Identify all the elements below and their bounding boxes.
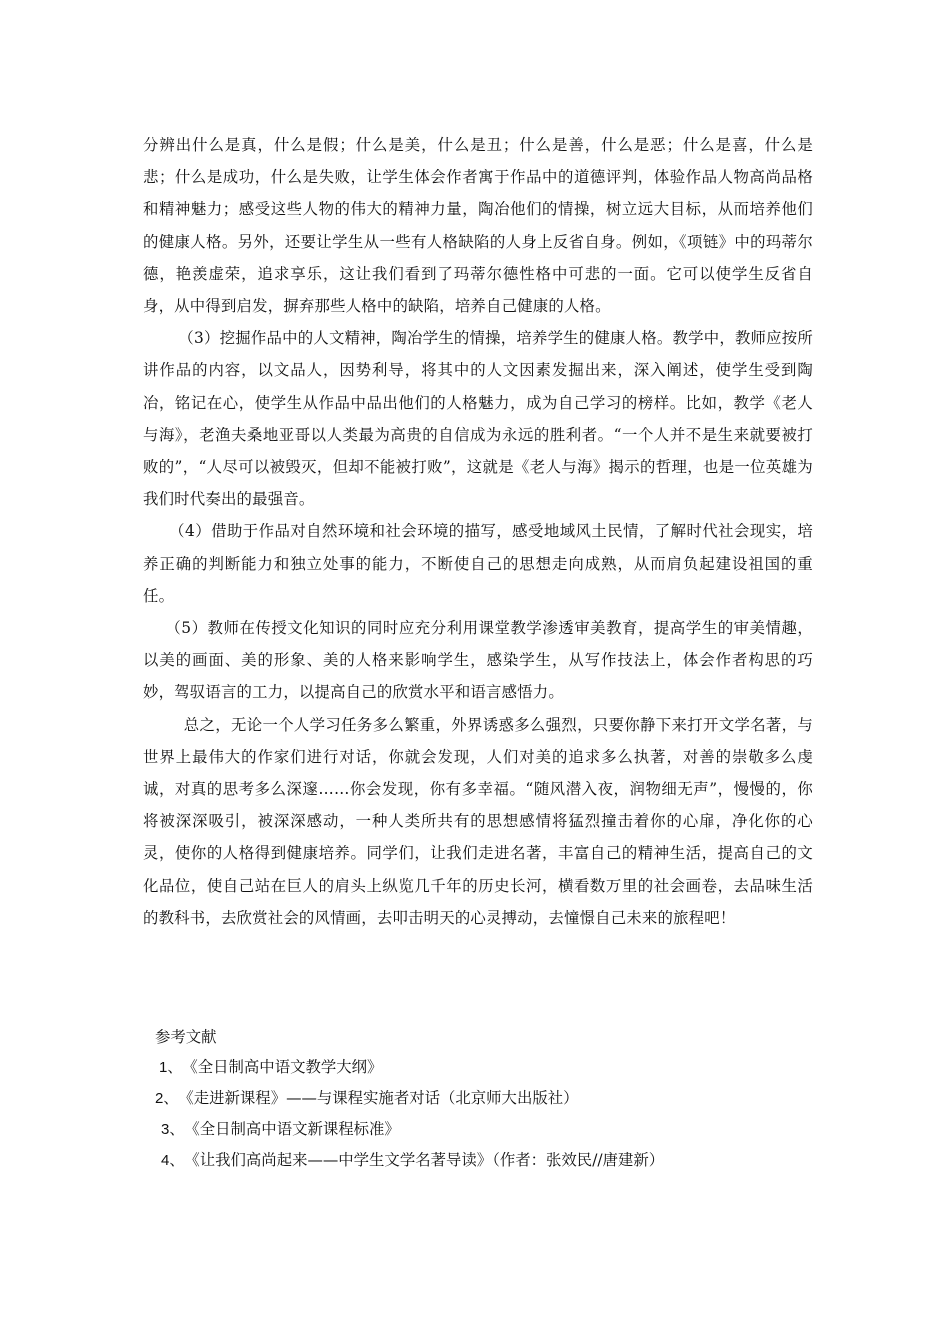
- reference-text: 《全日制高中语文新课程标准》: [184, 1120, 400, 1138]
- reference-item: [143, 1052, 843, 1083]
- reference-text: 《走进新课程》——与课程实施者对话（北京师大出版社）: [178, 1089, 579, 1107]
- paragraph-point-3: （3）挖掘作品中的人文精神，陶冶学生的情操，培养学生的健康人格。教学中，教师应按所讲作品的内容，以文品人，因势利导，将其中的人文因素发掘出来，深入阐述，使学生受到陶冶，铭记在心，使学生从作品中品出他们的人格魅力，成为自己学习的榜样。比如，教学《老人与海》，老渔夫桑地亚哥以人类最为高贵的自信成为永远的胜利者。“一个人并不是生来就要被打败的”，“人尽可以被毁灭，但却不能被打败”，这就是《老人与海》揭示的哲理，也是一位英雄为我们时代奏出的最强音。: [143, 329, 813, 509]
- reference-item: [143, 1083, 843, 1114]
- reference-number: 4、: [161, 1152, 185, 1169]
- reference-item: [143, 1145, 843, 1176]
- paragraph-point-5: （5）教师在传授文化知识的同时应充分利用课堂教学渗透审美教育，提高学生的审美情趣，以美的画面、美的形象、美的人格来影响学生，感染学生，从写作技法上，体会作者构思的巧妙，驾驭语言的工力，以提高自己的欣赏水平和语言感悟力。: [143, 619, 813, 702]
- paragraph-point-4: （4）借助于作品对自然环境和社会环境的描写，感受地域风土民情，了解时代社会现实，培养正确的判断能力和独立处事的能力，不断使自己的思想走向成熟，从而肩负起建设祖国的重任。: [143, 522, 813, 605]
- body-text: [143, 129, 813, 934]
- paragraph-conclusion: 总之，无论一个人学习任务多么繁重，外界诱惑多么强烈，只要你静下来打开文学名著，与世界上最伟大的作家们进行对话，你就会发现，人们对美的追求多么执著，对善的崇敬多么虔诚，对真的思考多么深邃……你会发现，你有多幸福。“随风潜入夜，润物细无声”，慢慢的，你将被深深吸引，被深深感动，一种人类所共有的思想感情将猛烈撞击着你的心扉，净化你的心灵，使你的人格得到健康培养。同学们，让我们走进名著，丰富自己的精神生活，提高自己的文化品位，使自己站在巨人的肩头上纵览几千年的历史长河，横看数万里的社会画卷，去品味生活的教科书，去欣赏社会的风情画，去叩击明天的心灵搏动，去憧憬自己未来的旅程吧！: [143, 715, 813, 927]
- reference-number: 2、: [155, 1090, 179, 1107]
- references-section: [143, 1022, 843, 1176]
- reference-text: 《让我们高尚起来——中学生文学名著导读》（作者：张效民//唐建新）: [184, 1151, 665, 1169]
- references-list: [143, 1052, 843, 1176]
- reference-number: 3、: [161, 1121, 185, 1138]
- reference-text: 《全日制高中语文教学大纲》: [182, 1058, 383, 1076]
- references-title: 参考文献: [155, 1028, 217, 1046]
- reference-item: [143, 1114, 843, 1145]
- paragraph-continuation: 分辨出什么是真，什么是假；什么是美，什么是丑；什么是善，什么是恶；什么是喜，什么是悲；什么是成功，什么是失败，让学生体会作者寓于作品中的道德评判，体验作品人物高尚品格和精神魅力；感受这些人物的伟大的精神力量，陶冶他们的情操，树立远大目标，从而培养他们的健康人格。另外，还要让学生从一些有人格缺陷的人身上反省自身。例如，《项链》中的玛蒂尔德，艳羡虚荣，追求享乐，这让我们看到了玛蒂尔德性格中可悲的一面。它可以使学生反省自身，从中得到启发，摒弃那些人格中的缺陷，培养自己健康的人格。: [143, 136, 813, 316]
- reference-number: 1、: [159, 1059, 183, 1076]
